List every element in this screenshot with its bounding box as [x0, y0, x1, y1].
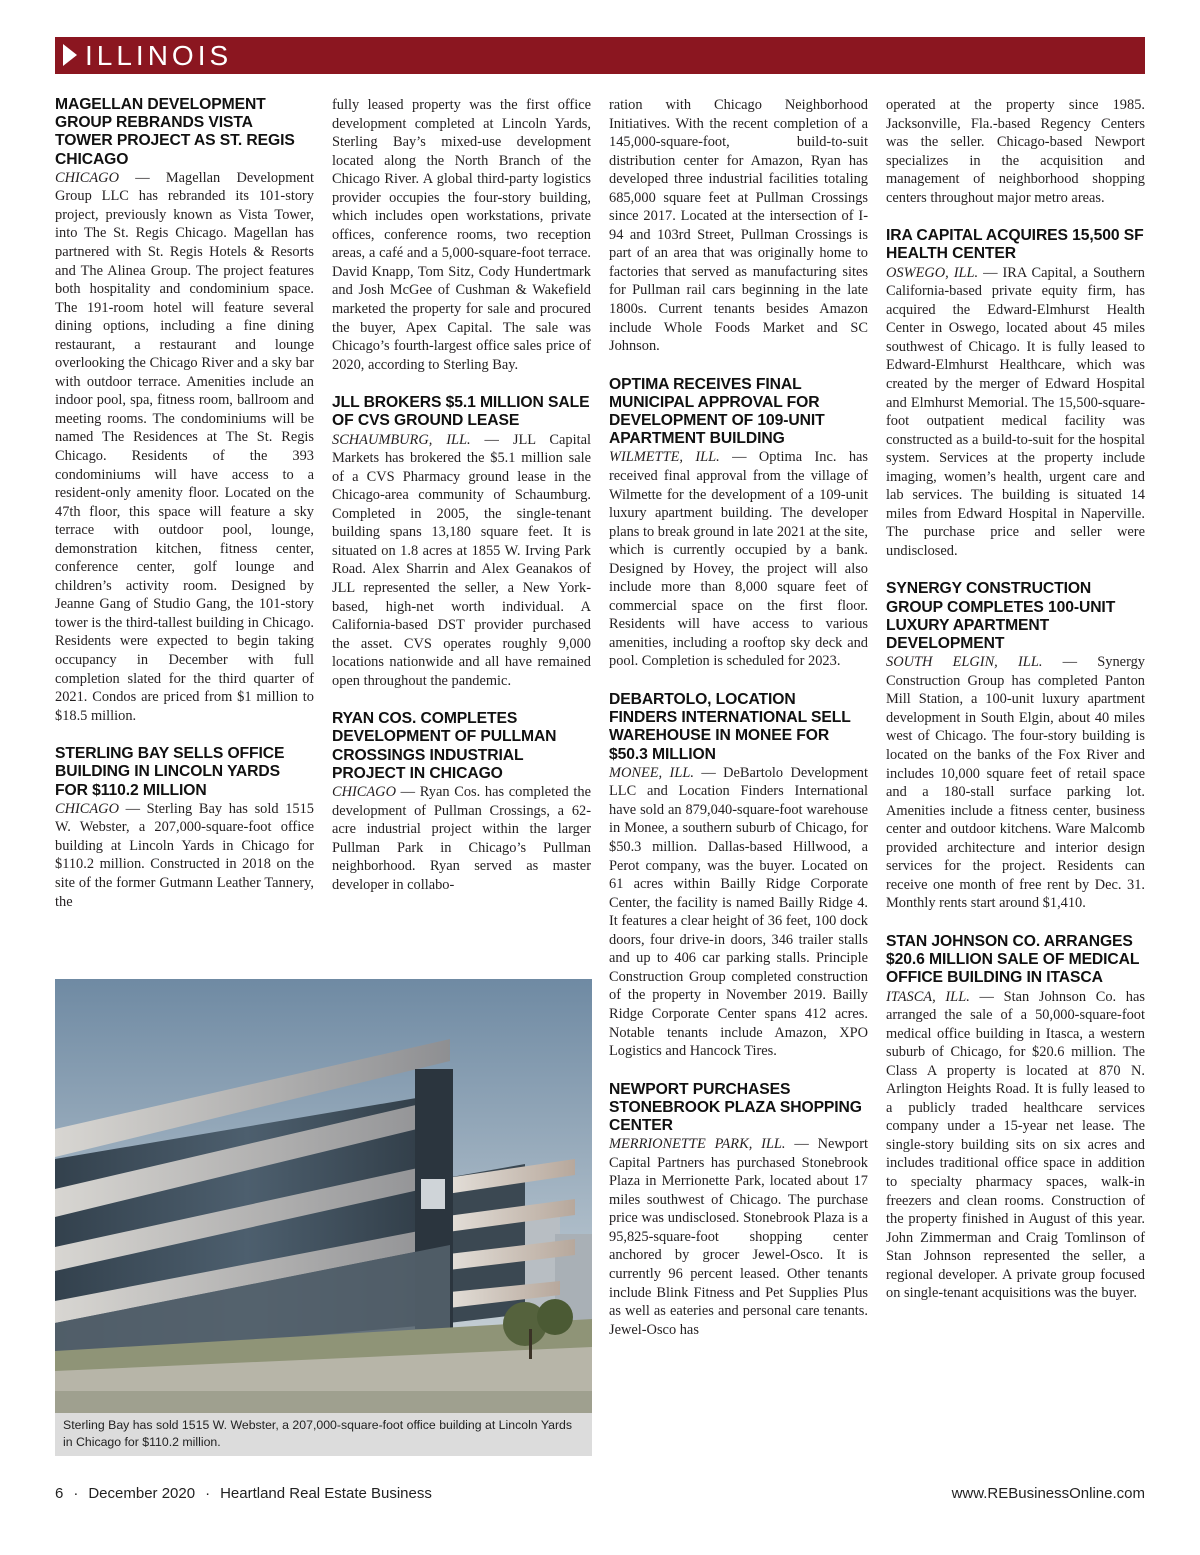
article-ryan-cos: [332, 710, 591, 894]
article-continuation-ryan-cos: [609, 96, 868, 356]
article-body: [609, 1135, 868, 1339]
article-newport: [609, 1081, 868, 1340]
body-text: fully leased property was the first office development completed at Lincoln Yards, Sterling Bay’s mixed-use development located along the North Branch of the Chicago River. A global third-party logistics provider occupies the four-story building, which includes open workstations, private offices, conference rooms, two reception areas, a café and a 5,000-square-foot terrace. David Knapp, Tom Sitz, Cody Hundertmark and Josh McGee of Cushman & Wakefield marketed the property for sale and procured the buyer, Apex Capital. The sale was Chicago’s fourth-largest office sales price of 2020, according to Sterling Bay.: [332, 97, 591, 373]
dateline: ITASCA, ILL.: [886, 988, 970, 1005]
article-body: [886, 264, 1145, 561]
article-ira-capital: [886, 227, 1145, 560]
footer-left: [55, 1483, 432, 1505]
column-1: [55, 96, 314, 911]
article-body: [332, 431, 591, 691]
headline: SYNERGY CONSTRUCTION GROUP COMPLETES 100-UNIT LUXURY APARTMENT DEVELOPMENT: [886, 580, 1116, 653]
headline: DEBARTOLO, LOCATION FINDERS INTERNATIONAL SELL WAREHOUSE IN MONEE FOR $50.3 MILLION: [609, 691, 851, 763]
issue-date: December 2020: [88, 1485, 196, 1502]
publication-name: Heartland Real Estate Business: [220, 1485, 432, 1502]
article-body: [609, 764, 868, 1061]
section-title: ILLINOIS: [85, 40, 233, 71]
article-body: [55, 169, 314, 725]
headline: MAGELLAN DEVELOPMENT GROUP REBRANDS VISTA TOWER PROJECT AS ST. REGIS CHICAGO: [55, 96, 295, 168]
body-text: — Newport Capital Partners has purchased Stonebrook Plaza in Merrionette Park, located about 17 miles southwest of Chicago. The purchase price was undisclosed. Stonebrook Plaza is a 95,825-square-foot shopping center anchored by grocer Jewel-Osco. It is currently 96 percent leased. Other tenants include Blink Fitness and Pet Supplies Plus as well as eateries and personal care tenants. Jewel-Osco has: [609, 1136, 868, 1338]
dateline: SOUTH ELGIN, ILL.: [886, 654, 1043, 671]
body-text: — Optima Inc. has received final approval from the village of Wilmette for the development of a 109-unit luxury apartment building. The developer plans to break ground in late 2021 at the site, which is currently occupied by a bank. Designed by Hovey, the project will also include more than 8,000 square feet of commercial space on the first floor. Residents will have access to various amenities, including a rooftop sky deck and pool. Completion is scheduled for 2023.: [609, 449, 869, 670]
dateline: SCHAUMBURG, ILL.: [332, 431, 471, 448]
article-sterling-bay: [55, 745, 314, 911]
body-text: — IRA Capital, a Southern California-based private equity firm, has acquired the Edward-Elmhurst Health Center in Oswego, located about 45 miles southwest of Chicago. It is fully leased to Edward-Elmhurst Healthcare, which was created by the merger of Edward Hospital and Elmhurst Memorial. The 15,500-square-foot outpatient medical facility was constructed as a build-to-suit for the hospital system. Services at the property include imaging, women’s health, urgent care and lab services. The building is situated 14 miles from Edward Hospital in Naperville. The purchase price and seller were undisclosed.: [886, 264, 1145, 559]
footer-separator: ·: [73, 1485, 79, 1502]
article-synergy: [886, 580, 1145, 912]
headline: JLL BROKERS $5.1 MILLION SALE OF CVS GROUND LEASE: [332, 394, 590, 430]
article-body: [609, 448, 868, 671]
photo-caption: Sterling Bay has sold 1515 W. Webster, a 207,000-square-foot office building at Lincoln Yards in Chicago for $110.2 million.: [55, 1413, 592, 1456]
body-text: — JLL Capital Markets has brokered the $5.1 million sale of a CVS Pharmacy ground lease in the Chicago-area community of Schaumburg. Completed in 2005, the single-tenant building spans 13,180 square feet. It is situated on 1.8 acres at 1855 W. Irving Park Road. Alex Sharrin and Alex Geanakos of JLL represented the seller, a New York-based, high-net worth individual. A California-based DST provider purchased the asset. CVS operates roughly 9,000 locations nationwide and all have remained open throughout the pandemic.: [332, 431, 591, 689]
headline: IRA CAPITAL ACQUIRES 15,500 SF HEALTH CENTER: [886, 227, 1144, 263]
headline: RYAN COS. COMPLETES DEVELOPMENT OF PULLMAN CROSSINGS INDUSTRIAL PROJECT IN CHICAGO: [332, 710, 557, 782]
column-2: [332, 96, 591, 894]
column-3: [609, 96, 868, 1339]
website-link[interactable]: www.REBusinessOnline.com: [951, 1485, 1145, 1502]
headline: STAN JOHNSON CO. ARRANGES $20.6 MILLION SALE OF MEDICAL OFFICE BUILDING IN ITASCA: [886, 932, 1140, 987]
article-body: [886, 653, 1145, 913]
dateline: CHICAGO: [332, 784, 396, 801]
article-debartolo: [609, 691, 868, 1061]
triangle-right-icon: [63, 44, 77, 66]
article-body: [55, 800, 314, 911]
article-continuation-sterling-bay: [332, 96, 591, 374]
body-text: ration with Chicago Neighborhood Initiatives. With the recent completion of a 145,000-square-foot, build-to-suit distribution center for Amazon, Ryan has developed three industrial facilities totaling 685,000 square feet at Pullman Crossings since 2017. Located at the intersection of I-94 and 103rd Street, Pullman Crossings is part of an area that was originally home to factories that served as manufacturing sites for Pullman rail cars beginning in the late 1800s. Current tenants besides Amazon include Whole Foods Market and SC Johnson.: [609, 97, 868, 355]
body-text: — DeBartolo Development LLC and Location Finders International have sold an 879,040-square-foot warehouse in Monee, a southern suburb of Chicago, for $50.3 million. Dallas-based Hillwood, a Perot company, was the buyer. Located on 61 acres within Bailly Ridge Corporate Center, the facility is named Bailly Ridge 4. It features a clear height of 36 feet, 100 dock doors, four drive-in doors, 346 trailer stalls and up to 406 car parking stalls. Principle Construction Group completed construction of the property in November 2019. Bailly Ridge Corporate Center spans 412 acres. Notable tenants include Amazon, XPO Logistics and Hancock Tires.: [609, 764, 868, 1060]
article-body: [332, 783, 591, 894]
dateline: MERRIONETTE PARK, ILL.: [609, 1136, 786, 1153]
headline: STERLING BAY SELLS OFFICE BUILDING IN LINCOLN YARDS FOR $110.2 MILLION: [55, 745, 285, 799]
headline: NEWPORT PURCHASES STONEBROOK PLAZA SHOPPING CENTER: [609, 1080, 862, 1134]
page-number: 6: [55, 1485, 64, 1502]
column-4: [886, 96, 1145, 1303]
building-photo: [55, 979, 592, 1413]
article-stan-johnson: [886, 933, 1145, 1303]
dateline: WILMETTE, ILL.: [609, 449, 720, 466]
dateline: CHICAGO: [55, 169, 119, 186]
dateline: MONEE, ILL.: [609, 764, 694, 781]
photo-block: [55, 979, 592, 1456]
headline: OPTIMA RECEIVES FINAL MUNICIPAL APPROVAL FOR DEVELOPMENT OF 109-UNIT APARTMENT BUILDING: [609, 375, 825, 448]
page-footer: [55, 1483, 1145, 1505]
body-text: — Magellan Development Group LLC has rebranded its 101-story project, previously known as Vista Tower, into The St. Regis Chicago. Magellan has partnered with St. Regis Hotels & Resorts and The Alinea Group. The project features both hospitality and condominium space. The 191-room hotel will feature several dining options, including a fine dining restaurant, a restaurant and lounge overlooking the Chicago River and a sky bar with outdoor terrace. Amenities include an indoor pool, spa, fitness room, ballroom and meeting rooms. The condominiums will be named The Residences at The St. Regis Chicago. Residents of the 393 condominiums will have access to a resident-only amenity floor. Located on the 47th floor, this space will feature a sky terrace with outdoor pool, lounge, demonstration kitchen, fitness center, conference center, golf lounge and children’s activity room. Designed by Jeanne Gang of Studio Gang, the 101-story tower is the third-tallest building in Chicago. Residents were expected to begin taking occupancy in December with full completion slated for the third quarter of 2021. Condos are priced from $1 million to $18.5 million.: [55, 169, 314, 724]
article-jll: [332, 394, 591, 690]
dateline: OSWEGO, ILL.: [886, 264, 979, 281]
body-text: — Sterling Bay has sold 1515 W. Webster, a 207,000-square-foot office building at Lincoln Yards in Chicago for $110.2 million. Constructed in 2018 on the site of the former Gutmann Leather Tannery, the: [55, 800, 314, 910]
body-text: — Synergy Construction Group has completed Panton Mill Station, a 100-unit luxury apartment development in South Elgin, about 40 miles west of Chicago. The four-story building is located on the banks of the Fox River and includes 10,000 square feet of retail space and a 180-stall surface parking lot. Amenities include a fitness center, business center and outdoor kitchens. Ware Malcomb provided architecture and interior design services for the project. Residents can receive one month of free rent by Dec. 31. Monthly rents start around $1,410.: [886, 654, 1145, 912]
article-optima: [609, 376, 868, 671]
dateline: CHICAGO: [55, 800, 119, 817]
section-banner: [55, 37, 1145, 74]
body-text: — Ryan Cos. has completed the development of Pullman Crossings, a 62-acre industrial project within the larger Pullman Park in Chicago’s Pullman neighborhood. Ryan served as master developer in collabo-: [332, 784, 591, 893]
article-continuation-newport: [886, 96, 1145, 207]
article-magellan: [55, 96, 314, 725]
footer-separator: ·: [205, 1485, 211, 1502]
article-body: [886, 988, 1145, 1303]
body-text: operated at the property since 1985. Jacksonville, Fla.-based Regency Centers was the seller. Chicago-based Newport specializes in the acquisition and management of neighborhood shopping centers throughout major metro areas.: [886, 97, 1145, 206]
body-text: — Stan Johnson Co. has arranged the sale of a 50,000-square-foot medical office building in Itasca, a western suburb of Chicago, for $20.6 million. The Class A property is located at 870 N. Arlington Heights Road. It is fully leased to a publicly traded healthcare services company under a 15-year net lease. The single-story building sits on six acres and includes traditional office space in addition to specialty pharmacy spaces, walk-in freezers and clean rooms. Construction of the property finished in August of this year. John Zimmerman and Craig Tomlinson of Stan Johnson represented the seller, a regional developer. A private group focused on single-tenant acquisitions was the buyer.: [886, 988, 1145, 1302]
